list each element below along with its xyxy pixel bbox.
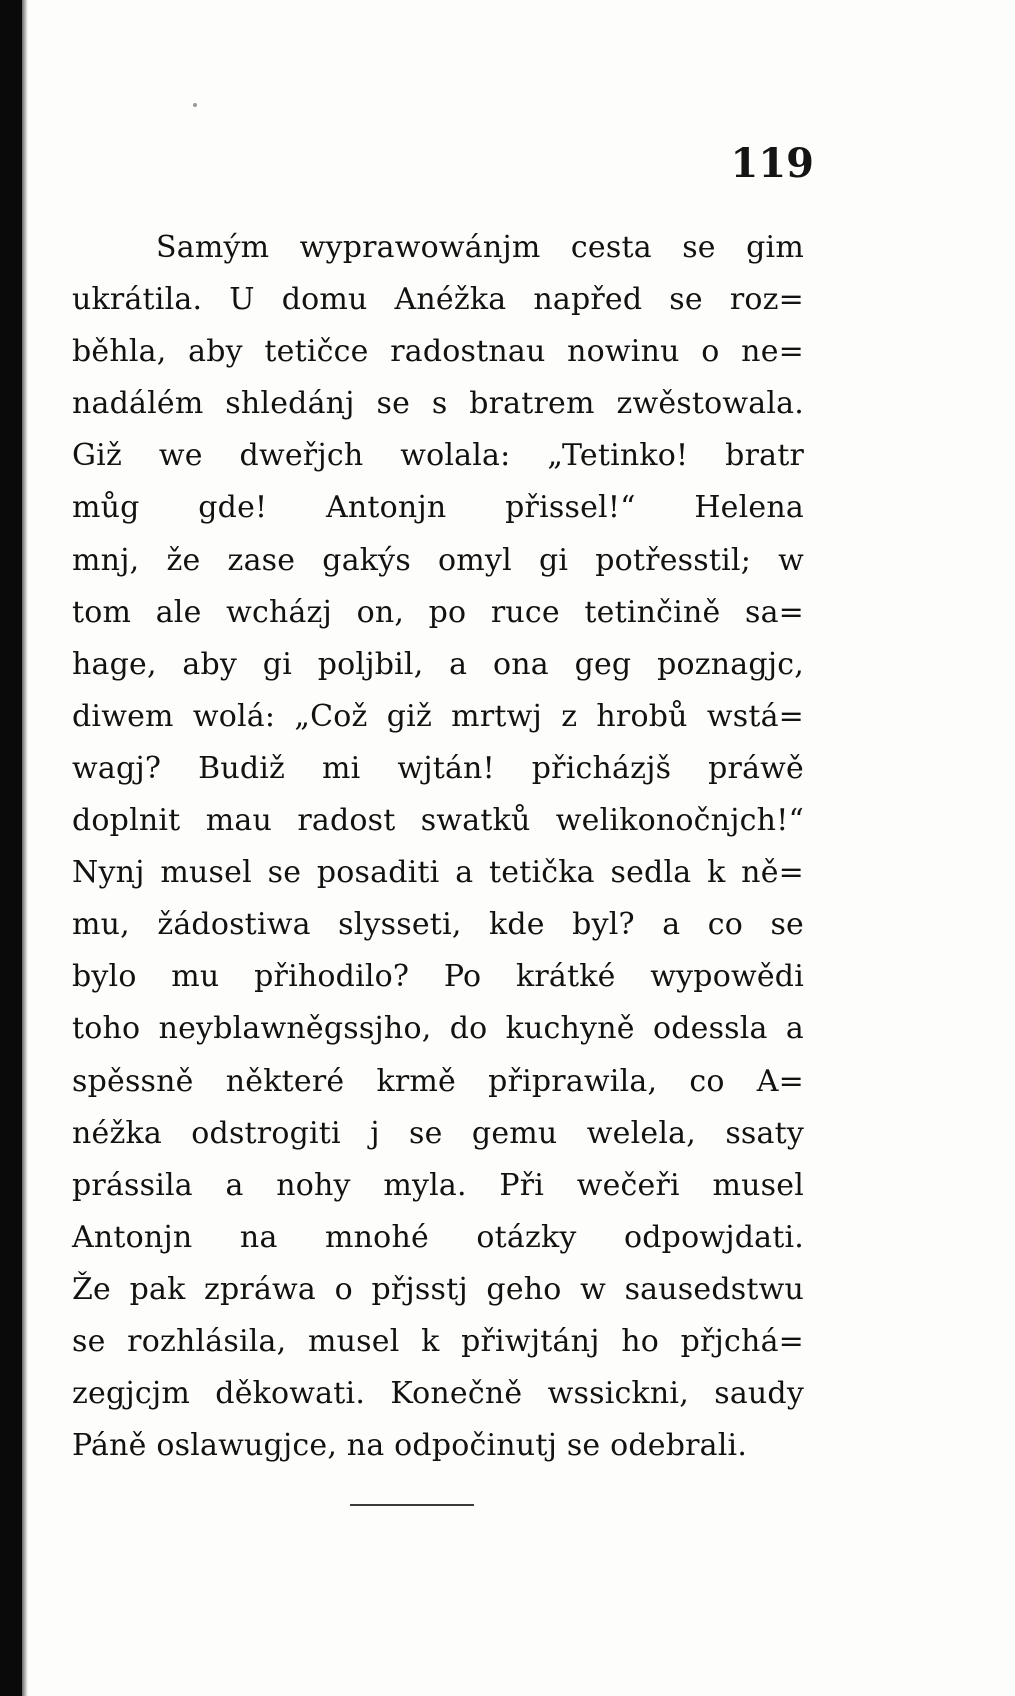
text-line: wagj? Budiž mi wjtán! přicházjš práwě (72, 750, 804, 786)
text-line: Giž we dweřjch wolala: „Tetinko! bratr (72, 438, 804, 474)
text-line: Nynj musel se posaditi a tetička sedla k ně= (72, 855, 804, 891)
end-rule (350, 1504, 474, 1506)
text-line: diwem wolá: „Což giž mrtwj z hrobů wstá= (72, 698, 804, 734)
text-line: hage, aby gi poljbil, a ona geg poznagjc, (72, 646, 804, 682)
text-line: ukrátila. U domu Anéžka napřed se roz= (72, 282, 804, 318)
text-line: Samým wyprawowánjm cesta se gim (156, 230, 804, 265)
text-line: mnj, že zase gakýs omyl gi potřesstil; w (72, 542, 804, 578)
text-line: se rozhlásila, musel k přiwjtánj ho přjchá= (72, 1323, 804, 1359)
scan-border-shadow (22, 0, 28, 1696)
text-line: doplnit mau radost swatků welikonočnjch!“ (72, 803, 804, 839)
text-line: tom ale wcházj on, po ruce tetinčině sa= (72, 594, 804, 630)
text-line: běhla, aby tetičce radostnau nowinu o ne= (72, 334, 804, 370)
text-line: bylo mu přihodilo? Po krátké wypowědi (72, 959, 804, 995)
text-line: Antonjn na mnohé otázky odpowjdati. (72, 1219, 804, 1255)
text-line: nadálém shledánj se s bratrem zwěstowala. (72, 386, 804, 422)
ink-speck (193, 103, 197, 107)
page-number: 119 (730, 140, 814, 187)
text-line: Že pak zpráwa o přjsstj geho w sausedstwu (72, 1271, 804, 1307)
text-line: néžka odstrogiti j se gemu welela, ssaty (72, 1115, 804, 1151)
scan-border (0, 0, 22, 1696)
text-line: můg gde! Antonjn přissel!“ Helena (72, 490, 804, 526)
text-line: toho neyblawněgssjho, do kuchyně odessla a (72, 1011, 804, 1047)
text-line: zegjcjm děkowati. Konečně wssickni, saudy (72, 1376, 804, 1412)
body-text (72, 222, 804, 1472)
text-line: spěssně některé krmě připrawila, co A= (72, 1063, 804, 1099)
text-line: mu, žádostiwa slysseti, kde byl? a co se (72, 907, 804, 943)
text-line: prássila a nohy myla. Při wečeři musel (72, 1167, 804, 1203)
text-line: Páně oslawugjce, na odpočinutj se odebrali. (72, 1428, 748, 1464)
